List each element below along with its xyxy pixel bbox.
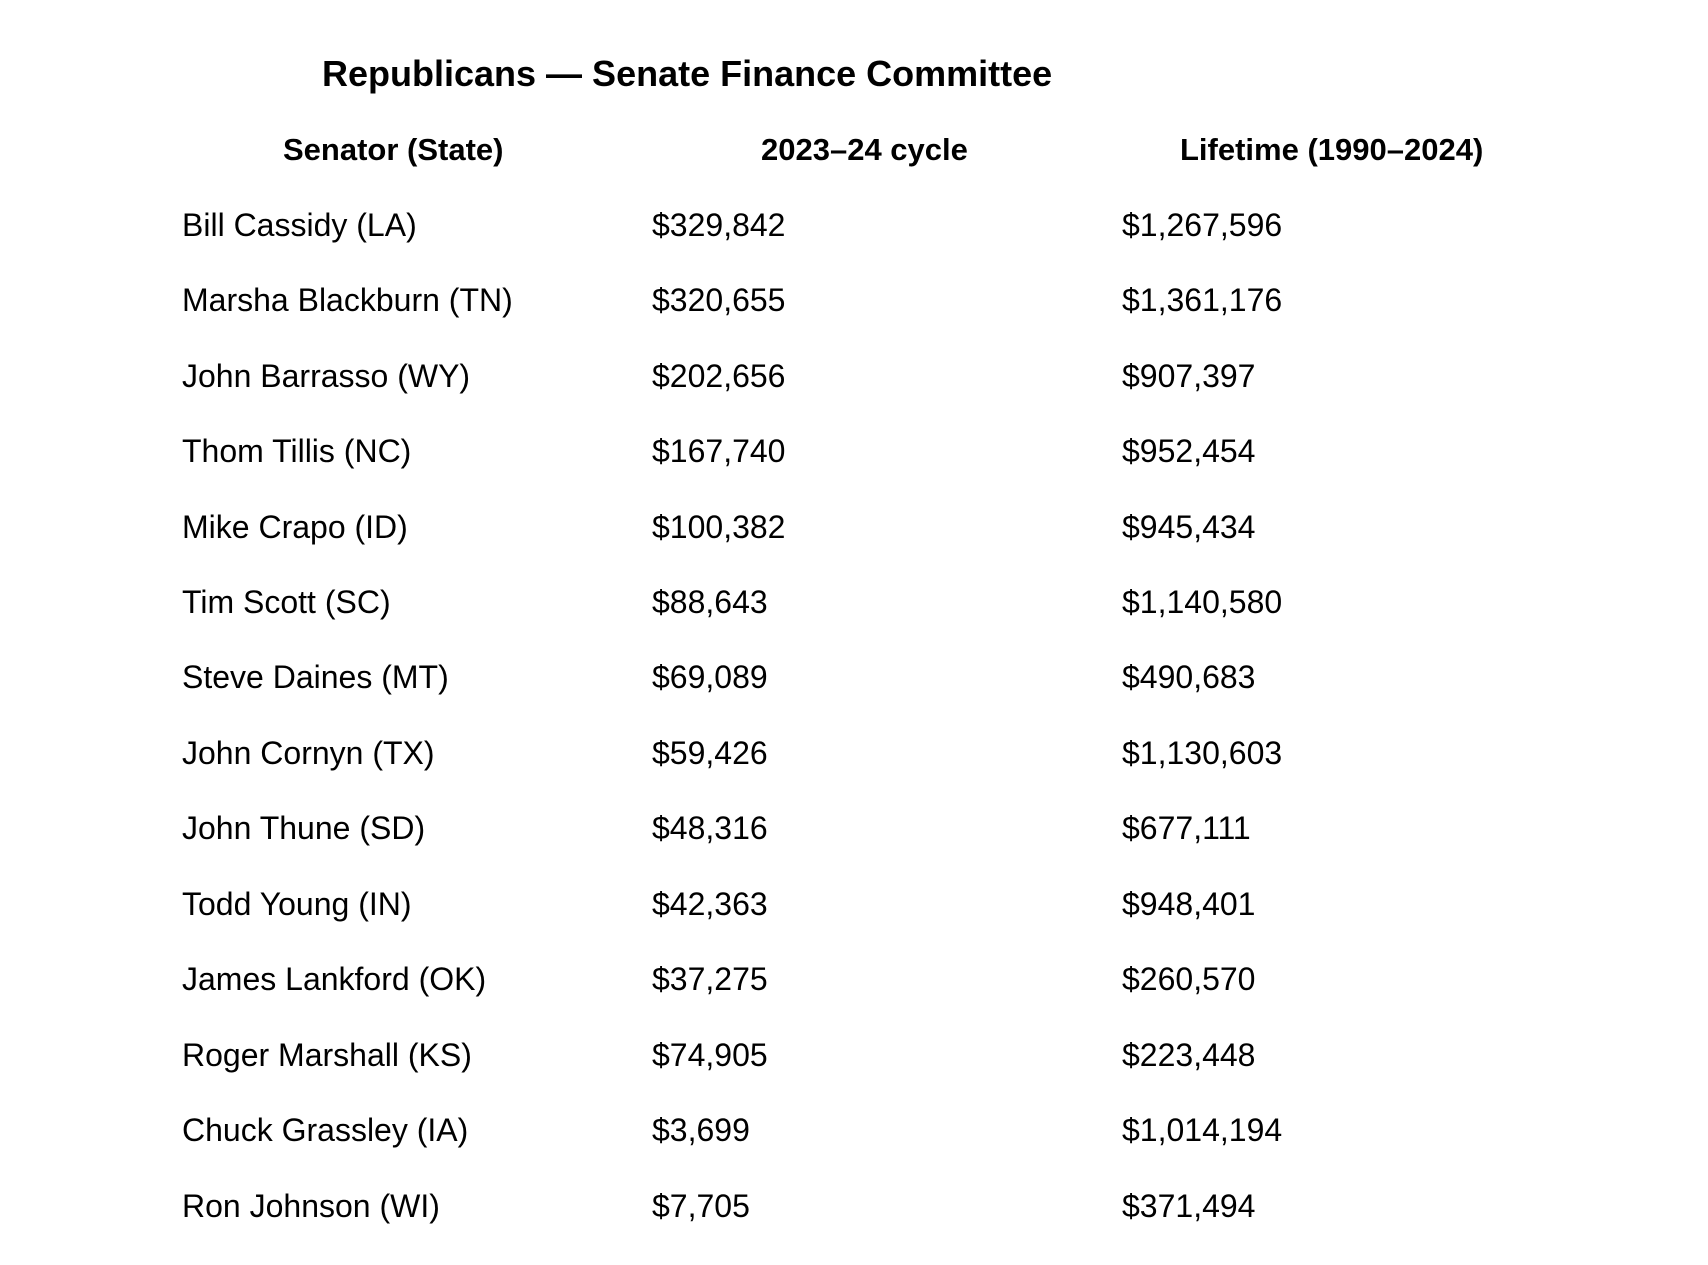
cycle-cell: $37,275 [652, 961, 768, 997]
senator-cell: Bill Cassidy (LA) [182, 207, 417, 243]
senator-cell: Roger Marshall (KS) [182, 1037, 472, 1073]
lifetime-cell: $677,111 [1122, 810, 1251, 846]
senator-cell: John Thune (SD) [182, 810, 426, 846]
senator-cell: Todd Young (IN) [182, 886, 412, 922]
cycle-cell: $320,655 [652, 282, 786, 318]
table-row [0, 205, 1708, 245]
table-row [0, 959, 1708, 999]
senator-cell: Mike Crapo (ID) [182, 509, 408, 545]
cycle-cell: $3,699 [652, 1112, 750, 1148]
column-header-lifetime: Lifetime (1990–2024) [1180, 132, 1484, 167]
lifetime-cell: $260,570 [1122, 961, 1256, 997]
lifetime-cell: $490,683 [1122, 659, 1256, 695]
table-row [0, 582, 1708, 622]
senator-cell: Marsha Blackburn (TN) [182, 282, 513, 318]
senator-cell: Ron Johnson (WI) [182, 1188, 440, 1224]
cycle-cell: $7,705 [652, 1188, 750, 1224]
cycle-cell: $74,905 [652, 1037, 768, 1073]
table-row [0, 1186, 1708, 1226]
table-row [0, 733, 1708, 773]
cycle-cell: $167,740 [652, 433, 786, 469]
lifetime-cell: $1,361,176 [1122, 282, 1283, 318]
cycle-cell: $48,316 [652, 810, 768, 846]
cycle-cell: $69,089 [652, 659, 768, 695]
cycle-cell: $100,382 [652, 509, 786, 545]
senator-cell: James Lankford (OK) [182, 961, 487, 997]
senator-cell: Steve Daines (MT) [182, 659, 449, 695]
cycle-cell: $42,363 [652, 886, 768, 922]
lifetime-cell: $1,130,603 [1122, 735, 1283, 771]
table-row [0, 657, 1708, 697]
table-row [0, 431, 1708, 471]
column-header-senator: Senator (State) [283, 132, 504, 167]
senator-cell: Chuck Grassley (IA) [182, 1112, 469, 1148]
table-row [0, 884, 1708, 924]
senator-cell: John Barrasso (WY) [182, 358, 471, 394]
lifetime-cell: $223,448 [1122, 1037, 1256, 1073]
cycle-cell: $88,643 [652, 584, 768, 620]
lifetime-cell: $952,454 [1122, 433, 1256, 469]
lifetime-cell: $948,401 [1122, 886, 1256, 922]
cycle-cell: $329,842 [652, 207, 786, 243]
lifetime-cell: $1,014,194 [1122, 1112, 1283, 1148]
cycle-cell: $202,656 [652, 358, 786, 394]
senator-cell: John Cornyn (TX) [182, 735, 435, 771]
page-title: Republicans — Senate Finance Committee [322, 53, 1053, 94]
table-row [0, 1035, 1708, 1075]
table-row [0, 356, 1708, 396]
table-row [0, 507, 1708, 547]
senator-cell: Thom Tillis (NC) [182, 433, 412, 469]
table-row [0, 280, 1708, 320]
table-row [0, 1110, 1708, 1150]
lifetime-cell: $907,397 [1122, 358, 1256, 394]
cycle-cell: $59,426 [652, 735, 768, 771]
lifetime-cell: $1,140,580 [1122, 584, 1283, 620]
lifetime-cell: $371,494 [1122, 1188, 1256, 1224]
lifetime-cell: $1,267,596 [1122, 207, 1283, 243]
lifetime-cell: $945,434 [1122, 509, 1256, 545]
table-row [0, 808, 1708, 848]
column-header-cycle: 2023–24 cycle [761, 132, 968, 167]
senator-cell: Tim Scott (SC) [182, 584, 391, 620]
